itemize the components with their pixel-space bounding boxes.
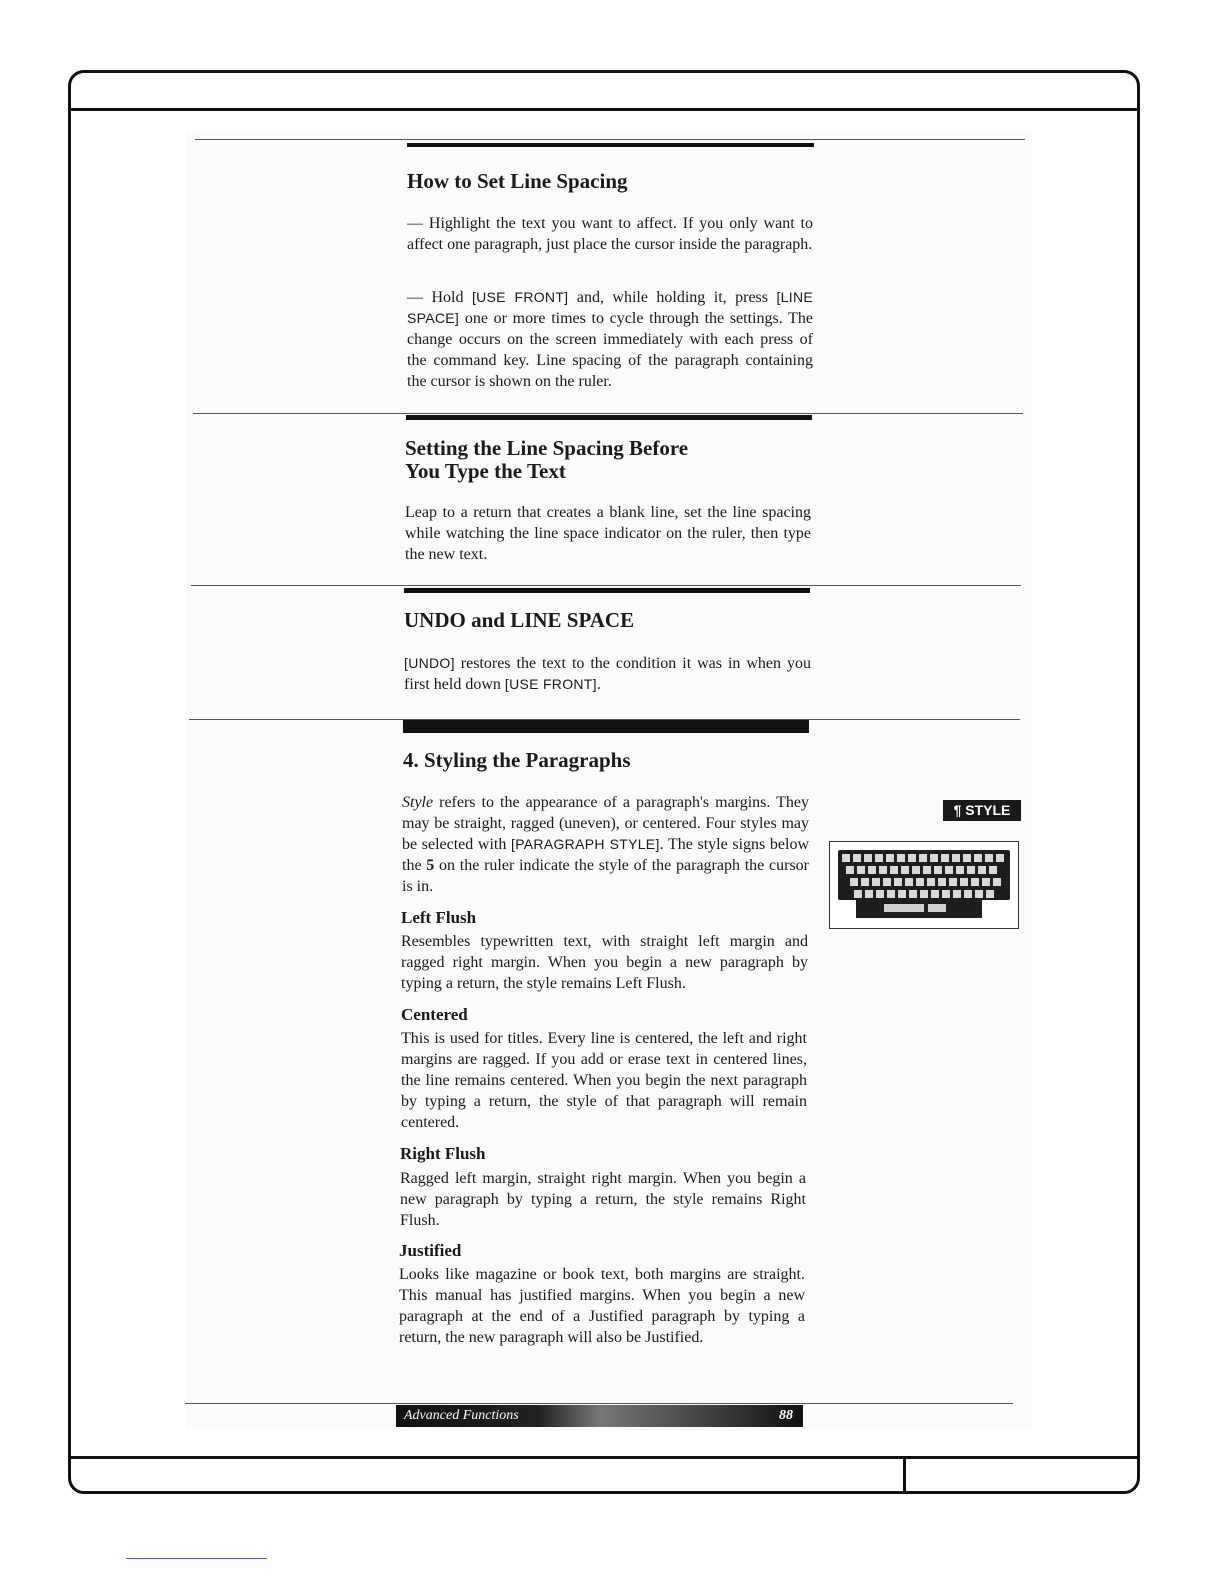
blue-underline — [126, 1558, 267, 1559]
section-rule-thick — [404, 588, 810, 593]
section-rule — [193, 413, 1023, 414]
style-title-left-flush: Left Flush — [401, 908, 477, 927]
keyboard-icon — [838, 850, 1010, 900]
style-body-left-flush: Resembles typewritten text, with straight left margin and ragged right margin. When you begin a new paragraph by typing a return, the style remains Left Flush. — [401, 933, 808, 992]
style-body-centered: This is used for titles. Every line is centered, the left and right margins are ragged. If you add or erase text in centered lines, the line remains centered. When you begin the next paragraph by typing a return, the style of that paragraph will remain centered. — [401, 1030, 807, 1131]
key-use-front: [USE FRONT] — [471, 289, 569, 305]
footer-title: Advanced Functions — [404, 1408, 519, 1423]
styling-intro: Style refers to the appearance of a paragraph's margins. They may be straight, ragged (uneven), or centered. Four styles may be selected with [PARAGRAPH STYLE]. The style signs below the 5 on the ruler indicate the style of the paragraph the cursor is in. — [402, 794, 809, 895]
step-hold: — Hold [USE FRONT] and, while holding it, press [LINE SPACE] one or more times to cycle through the settings. The change occurs on the screen immediately with each press of the command key. Line spacing of the paragraph containing the cursor is shown on the ruler. — [407, 289, 813, 390]
section-heading-undo: UNDO and LINE SPACE — [404, 608, 635, 632]
keyboard-illustration — [829, 841, 1019, 929]
page-number: 88 — [779, 1408, 793, 1423]
frame-top-rule — [70, 108, 1140, 111]
style-body-justified: Looks like magazine or book text, both margins are straight. This manual has justified margins. When you begin a new paragraph at the end of a Justified paragraph by typing a return, the new paragraph will also be Justified. — [399, 1266, 805, 1346]
style-title-centered: Centered — [401, 1005, 468, 1024]
style-body-right-flush: Ragged left margin, straight right margin. When you begin a new paragraph by typing a return, the style remains Right Flush. — [400, 1170, 806, 1229]
section-heading-line-spacing: How to Set Line Spacing — [407, 169, 628, 193]
key-undo: [UNDO] — [404, 655, 455, 671]
section-rule — [191, 585, 1021, 586]
style-title-right-flush: Right Flush — [400, 1144, 486, 1163]
undo-body: [UNDO] restores the text to the condition it was in when you first held down [USE FRONT]. — [404, 655, 811, 693]
section-heading-styling: 4. Styling the Paragraphs — [403, 748, 631, 772]
section-rule-thick — [403, 720, 809, 733]
frame-bottom-rule — [70, 1456, 1140, 1459]
keyboard-spacebar-row — [856, 900, 982, 918]
key-paragraph-style: [PARAGRAPH STYLE] — [511, 836, 660, 852]
page-footer-bar — [396, 1405, 803, 1427]
style-title-justified: Justified — [399, 1241, 462, 1260]
step-highlight: — Highlight the text you want to affect. If you only want to affect one paragraph, just place the cursor inside the paragraph. — [407, 215, 813, 253]
section-rule — [195, 139, 1025, 140]
section-heading-before-typing: Setting the Line Spacing Before You Type the Text — [405, 436, 689, 483]
section-rule-thick — [406, 415, 812, 420]
spacebar-key — [884, 904, 924, 912]
key-line-space: [LINE SPACE] — [407, 289, 813, 326]
before-typing-body: Leap to a return that creates a blank line, set the line spacing while watching the line space indicator on the ruler, then type the new text. — [405, 504, 811, 563]
footer-rule — [185, 1403, 1013, 1404]
use-front-key — [928, 904, 946, 912]
paragraph-style-key-badge: ¶ STYLE — [943, 800, 1021, 821]
section-rule-thick — [407, 143, 814, 147]
frame-corner-divider — [903, 1457, 906, 1494]
key-use-front: [USE FRONT] — [504, 676, 597, 692]
